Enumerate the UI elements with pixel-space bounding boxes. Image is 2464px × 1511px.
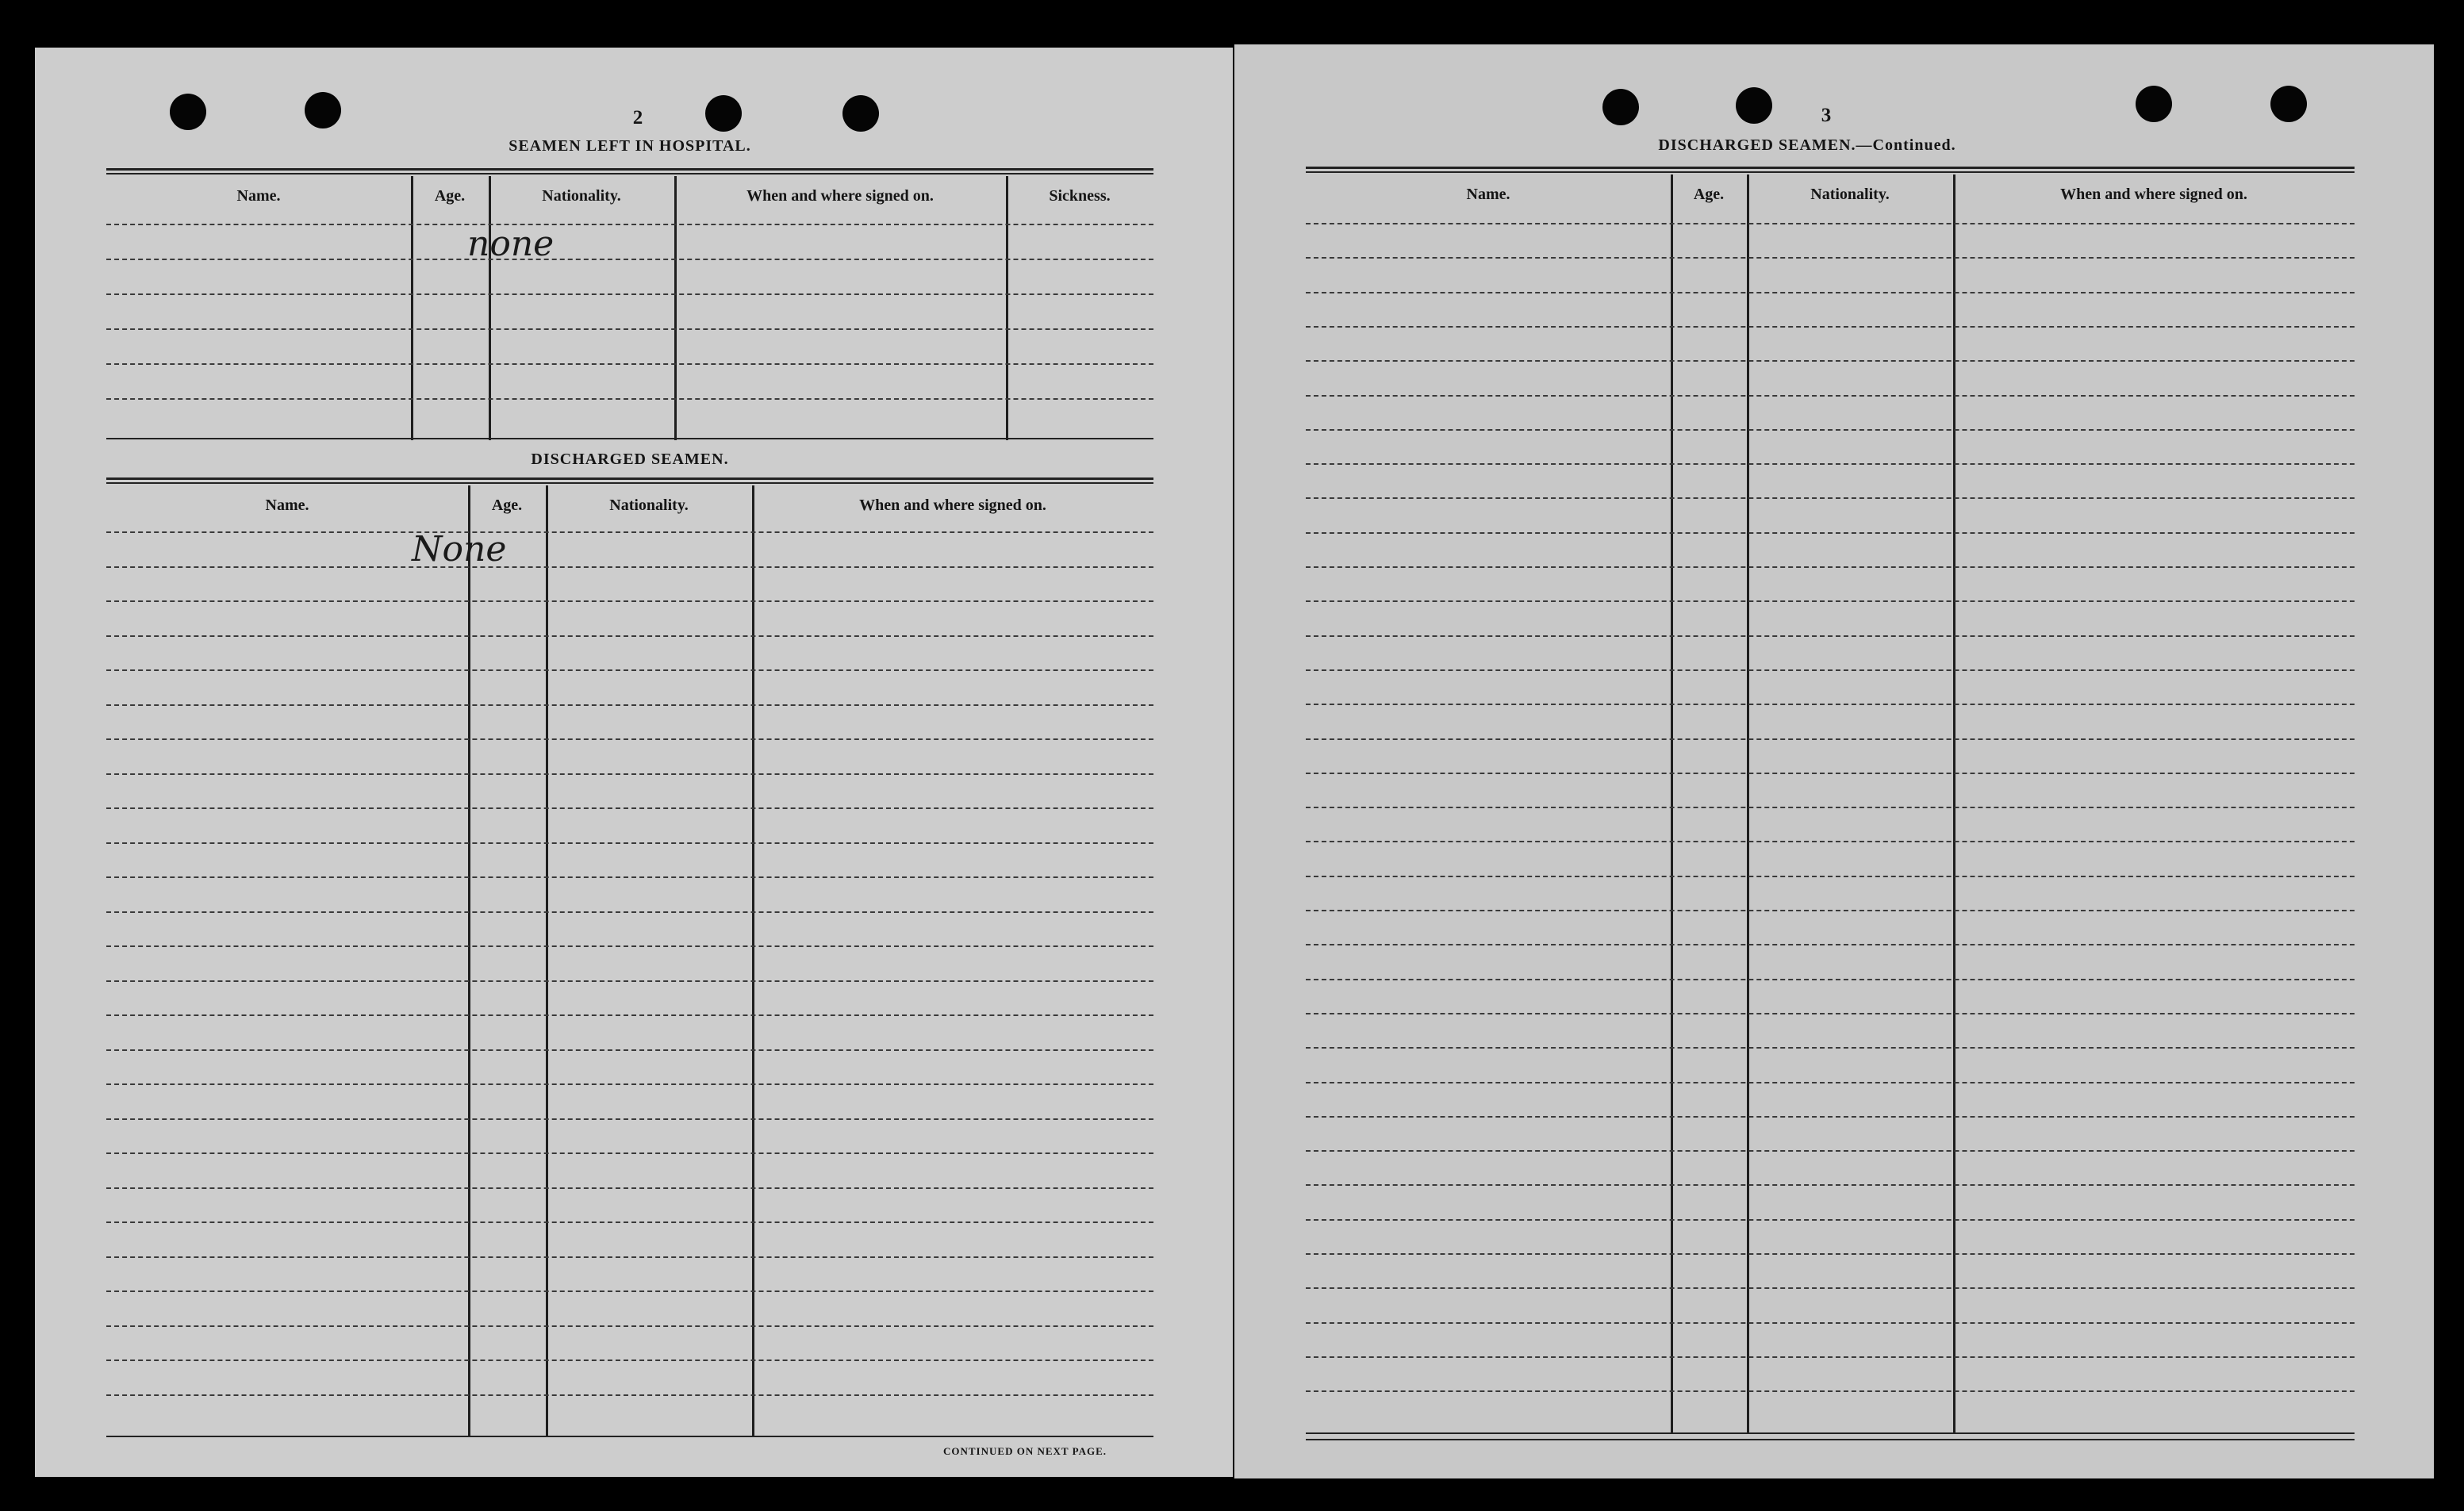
form-row-line bbox=[1306, 738, 2355, 740]
form-row-line bbox=[106, 1014, 1153, 1016]
form-row-line bbox=[106, 911, 1153, 913]
form-row-line bbox=[1306, 1013, 2355, 1014]
punch-hole-icon bbox=[2136, 86, 2172, 122]
form-row-line bbox=[106, 1360, 1153, 1361]
form-row-line bbox=[1306, 944, 2355, 945]
form-row-line bbox=[1306, 841, 2355, 842]
hospital-bottom-rule bbox=[106, 438, 1153, 439]
left-page bbox=[35, 48, 1233, 1477]
form-row-line bbox=[1306, 1082, 2355, 1083]
form-row-line bbox=[106, 669, 1153, 671]
form-row-line bbox=[106, 842, 1153, 844]
punch-hole-icon bbox=[705, 95, 742, 132]
form-row-line bbox=[1306, 773, 2355, 774]
form-row-line bbox=[106, 773, 1153, 775]
hospital-col-name: Name. bbox=[236, 187, 281, 205]
discharged-continued-title: DISCHARGED SEAMEN.—Continued. bbox=[1658, 136, 1956, 154]
form-row-line bbox=[106, 398, 1153, 400]
form-row-line bbox=[106, 566, 1153, 568]
form-row-line bbox=[106, 600, 1153, 602]
form-row-line bbox=[106, 1118, 1153, 1120]
column-divider bbox=[468, 485, 470, 1436]
form-row-line bbox=[1306, 1116, 2355, 1118]
form-row-line bbox=[1306, 429, 2355, 431]
form-row-line bbox=[1306, 292, 2355, 293]
form-row-line bbox=[106, 1256, 1153, 1258]
form-row-line bbox=[1306, 807, 2355, 808]
form-row-line bbox=[1306, 979, 2355, 980]
form-row-line bbox=[1306, 223, 2355, 224]
form-row-line bbox=[106, 980, 1153, 982]
form-row-line bbox=[106, 807, 1153, 809]
discharged-col-name: Name. bbox=[265, 497, 309, 514]
discharged-top-rule bbox=[106, 477, 1153, 480]
discharged-bottom-rule bbox=[106, 1436, 1153, 1437]
form-row-line bbox=[1306, 1184, 2355, 1186]
form-row-line bbox=[106, 259, 1153, 260]
form-row-line bbox=[1306, 876, 2355, 877]
form-row-line bbox=[1306, 566, 2355, 568]
discharged-top-rule bbox=[106, 482, 1153, 484]
right-col-age: Age. bbox=[1693, 186, 1725, 203]
discharged-handwritten-entry: None bbox=[412, 529, 507, 570]
column-divider bbox=[1671, 174, 1673, 1432]
hospital-col-sickness: Sickness. bbox=[1049, 187, 1111, 205]
hospital-top-rule bbox=[106, 168, 1153, 171]
form-row-line bbox=[1306, 1253, 2355, 1255]
form-row-line bbox=[106, 1394, 1153, 1396]
form-row-line bbox=[1306, 463, 2355, 465]
form-row-line bbox=[1306, 1390, 2355, 1392]
page-number: 2 bbox=[632, 107, 643, 128]
column-divider bbox=[489, 176, 491, 440]
right-bottom-rule bbox=[1306, 1432, 2355, 1434]
form-row-line bbox=[1306, 1322, 2355, 1324]
hospital-col-age: Age. bbox=[434, 187, 466, 205]
form-row-line bbox=[1306, 600, 2355, 602]
form-row-line bbox=[106, 1152, 1153, 1154]
form-row-line bbox=[1306, 326, 2355, 328]
form-row-line bbox=[1306, 497, 2355, 499]
form-row-line bbox=[106, 531, 1153, 533]
form-row-line bbox=[1306, 1356, 2355, 1358]
discharged-section-title: DISCHARGED SEAMEN. bbox=[531, 451, 729, 468]
form-row-line bbox=[106, 1049, 1153, 1051]
column-divider bbox=[1953, 174, 1955, 1432]
discharged-col-signed-on: When and where signed on. bbox=[859, 497, 1046, 514]
form-row-line bbox=[1306, 1150, 2355, 1152]
continued-footer: CONTINUED ON NEXT PAGE. bbox=[943, 1445, 1107, 1457]
punch-hole-icon bbox=[170, 94, 206, 130]
punch-hole-icon bbox=[1736, 87, 1772, 124]
form-row-line bbox=[1306, 1047, 2355, 1049]
form-row-line bbox=[106, 704, 1153, 706]
right-top-rule bbox=[1306, 167, 2355, 169]
form-row-line bbox=[106, 1221, 1153, 1223]
right-bottom-rule bbox=[1306, 1439, 2355, 1440]
hospital-section-title: SEAMEN LEFT IN HOSPITAL. bbox=[509, 137, 751, 155]
form-row-line bbox=[106, 328, 1153, 330]
hospital-col-signed-on: When and where signed on. bbox=[746, 187, 934, 205]
punch-hole-icon bbox=[2270, 86, 2307, 122]
form-row-line bbox=[106, 293, 1153, 295]
discharged-col-age: Age. bbox=[491, 497, 523, 514]
form-row-line bbox=[106, 1187, 1153, 1189]
column-divider bbox=[1747, 174, 1749, 1432]
column-divider bbox=[546, 485, 548, 1436]
form-row-line bbox=[1306, 1287, 2355, 1289]
column-divider bbox=[674, 176, 677, 440]
form-row-line bbox=[106, 635, 1153, 637]
hospital-top-rule bbox=[106, 173, 1153, 174]
form-row-line bbox=[106, 1290, 1153, 1292]
hospital-col-nationality: Nationality. bbox=[542, 187, 621, 205]
form-row-line bbox=[106, 224, 1153, 225]
punch-hole-icon bbox=[1602, 89, 1639, 125]
form-row-line bbox=[1306, 910, 2355, 911]
form-row-line bbox=[1306, 635, 2355, 637]
right-col-nationality: Nationality. bbox=[1810, 186, 1890, 203]
form-row-line bbox=[106, 1325, 1153, 1327]
column-divider bbox=[411, 176, 413, 440]
right-col-name: Name. bbox=[1466, 186, 1510, 203]
form-row-line bbox=[106, 945, 1153, 947]
hospital-handwritten-entry: none bbox=[467, 224, 555, 264]
form-row-line bbox=[106, 738, 1153, 740]
form-row-line bbox=[106, 1083, 1153, 1085]
right-page bbox=[1234, 44, 2434, 1478]
column-divider bbox=[1006, 176, 1008, 440]
form-row-line bbox=[1306, 395, 2355, 397]
right-top-rule bbox=[1306, 171, 2355, 173]
right-col-signed-on: When and where signed on. bbox=[2060, 186, 2247, 203]
form-row-line bbox=[1306, 257, 2355, 259]
form-row-line bbox=[106, 876, 1153, 878]
form-row-line bbox=[106, 363, 1153, 365]
column-divider bbox=[752, 485, 754, 1436]
form-row-line bbox=[1306, 1219, 2355, 1221]
form-row-line bbox=[1306, 532, 2355, 534]
punch-hole-icon bbox=[305, 92, 341, 128]
form-row-line bbox=[1306, 704, 2355, 705]
discharged-col-nationality: Nationality. bbox=[609, 497, 689, 514]
punch-hole-icon bbox=[842, 95, 879, 132]
page-number: 3 bbox=[1821, 105, 1832, 126]
form-row-line bbox=[1306, 669, 2355, 671]
form-row-line bbox=[1306, 360, 2355, 362]
